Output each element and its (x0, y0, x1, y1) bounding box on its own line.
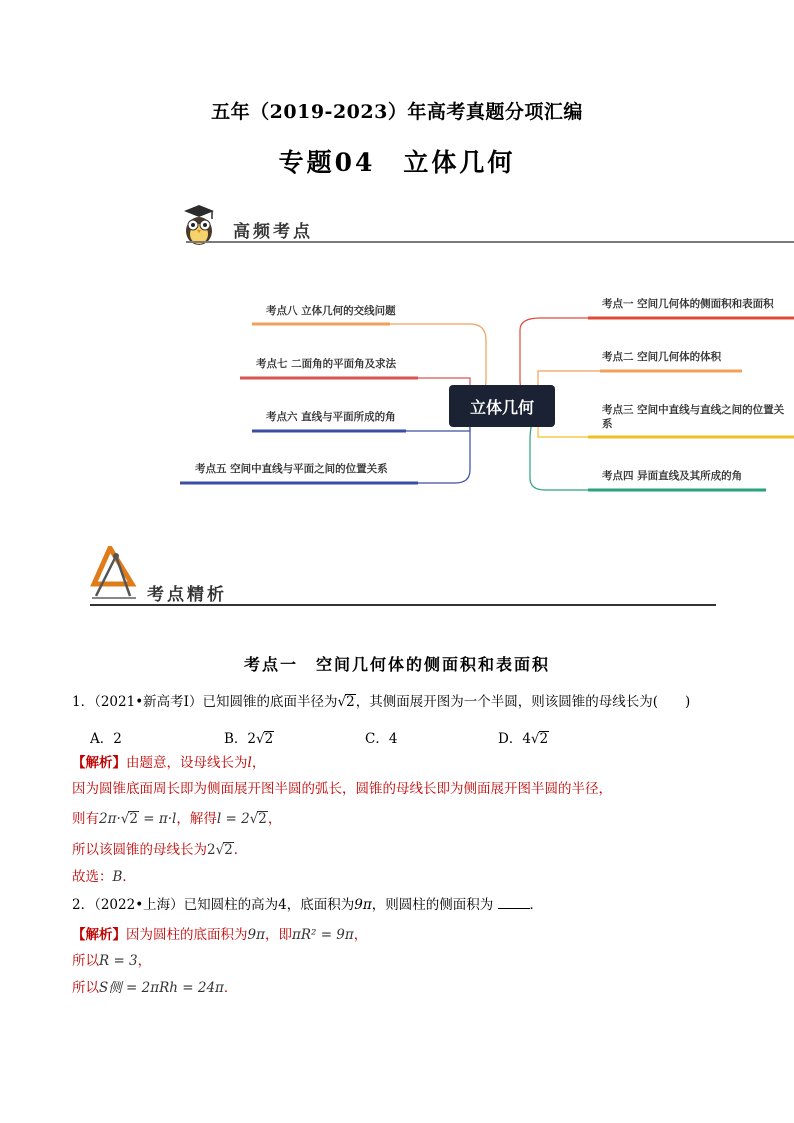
q1-sol3-result: l = 2 (216, 811, 250, 827)
q2-sol3-pre: 所以 (72, 980, 99, 996)
q1-sol1-end: ， (251, 755, 266, 771)
q2-sol2-value: R = 3 (99, 953, 138, 969)
q2-answer-blank[interactable] (498, 908, 530, 909)
q1-answer-label: 故选： (72, 869, 113, 885)
q2-stem-c: ，则圆柱的侧面积为 (371, 897, 494, 913)
q2-area: 9π (354, 897, 372, 913)
q1-sol3-mid: ，解得 (176, 811, 217, 827)
q2-stem (72, 895, 543, 915)
q2-stem-a: 已知圆柱的高为 (183, 897, 279, 913)
q2-number: 2． (72, 897, 95, 913)
q1-option-b-radical: 2 (264, 731, 274, 747)
q1-sol4-end: ． (233, 842, 248, 858)
section-heading: 考点一 空间几何体的侧面积和表面积 (243, 655, 550, 674)
q2-solution-line-2 (72, 951, 151, 971)
q1-sol3-end: ， (267, 811, 282, 827)
mindmap-node-left: 考点八 立体几何的交线问题 (266, 305, 396, 317)
q1-sol3-radical-2: 2 (258, 811, 267, 827)
mindmap-center-node: 立体几何 (449, 385, 555, 427)
q1-answer-end: ． (122, 869, 136, 885)
q1-stem: 1．（2021•新高考Ⅰ）已知圆锥的底面半径为√2，其侧面展开图为一个半圆，则该圆锥的母线长为( ) (72, 694, 691, 710)
document-title: 五年（2019-2023）年高考真题分项汇编 (211, 101, 583, 123)
q1-sol1-var: l (247, 755, 252, 771)
q2-sol2-end: ， (137, 953, 152, 969)
q1-sol4-pre: 所以该圆锥的母线长为 (72, 842, 207, 858)
analysis-tag: 【解析】 (72, 755, 126, 771)
q2-stem-b: ，底面积为 (286, 897, 355, 913)
q1-radical: 2 (346, 694, 355, 710)
q1-sol1-text: 由题意，设母线长为 (126, 755, 248, 771)
q2-source: （2022•上海） (94, 897, 184, 913)
q1-sol3-eq1: 2π· (99, 811, 121, 827)
mindmap-node-right: 考点四 异面直线及其所成的角 (602, 470, 743, 482)
q1-sol3-radical: 2 (129, 811, 138, 827)
q2-stem-end: ． (529, 897, 544, 913)
q2-sol2-pre: 所以 (72, 953, 99, 969)
q2-sol1-v2: πR² = 9π (291, 927, 354, 943)
q2-height: 4 (278, 897, 287, 913)
q1-option-d-radical: 2 (539, 731, 549, 747)
q1-solution-line-4: 所以该圆锥的母线长为2√2． (72, 842, 248, 858)
q1-number: 1． (72, 694, 95, 710)
q1-sol4-radical: 2 (224, 842, 233, 858)
mindmap-node-left: 考点七 二面角的平面角及求法 (256, 358, 397, 370)
banner-analysis-divider (90, 604, 716, 606)
mindmap-node-right: 考点一 空间几何体的侧面积和表面积 (602, 298, 774, 310)
q1-source: （2021•新高考Ⅰ） (94, 694, 203, 710)
q1-solution-line-2: 因为圆锥底面周长即为侧面展开图半圆的弧长，圆锥的母线长即为侧面展开图半圆的半径， (72, 781, 612, 797)
q2-solution-line-3 (72, 978, 237, 998)
q1-option-d-label: D．4 (498, 731, 531, 747)
q2-sol3-end: ． (223, 980, 238, 996)
q1-option-b-label: B．2 (224, 731, 257, 747)
mindmap-node-left: 考点五 空间中直线与平面之间的位置关系 (195, 463, 388, 475)
q1-option-c[interactable] (365, 727, 397, 747)
q2-solution-line-1 (72, 925, 367, 945)
document-subtitle: 专题04 立体几何 (278, 148, 516, 177)
q1-solution-line-1 (72, 753, 265, 773)
q2-sol3-value: S侧 = 2πRh = 24π (99, 980, 224, 996)
banner-analysis-title: 考点精析 (147, 585, 227, 605)
mindmap-node-right: 考点三 空间中直线与直线之间的位置关系 (602, 404, 785, 430)
q1-sol4-value: 2 (207, 842, 216, 858)
q1-answer-value: B (112, 869, 123, 885)
q1-sol3-pre: 则有 (72, 811, 99, 827)
q2-sol1-b: ，即 (264, 927, 292, 943)
q2-sol1-end: ， (353, 927, 368, 943)
q1-option-a-label: A．2 (90, 731, 122, 747)
q1-option-a[interactable] (90, 727, 122, 747)
banner-frequent-title: 高频考点 (233, 222, 313, 242)
q1-option-b[interactable]: B．2√2 (224, 731, 274, 747)
q2-sol1-v1: 9π (247, 927, 265, 943)
analysis-tag: 【解析】 (72, 927, 126, 943)
q1-option-c-label: C．4 (365, 731, 398, 747)
q1-stem-text-a: 已知圆锥的底面半径为 (202, 694, 338, 710)
banner-frequent-divider (186, 241, 794, 243)
mindmap-node-left: 考点六 直线与平面所成的角 (266, 411, 396, 423)
q2-sol1-a: 因为圆柱的底面积为 (126, 927, 248, 943)
ruler-compass-icon (90, 546, 140, 600)
q1-option-d[interactable]: D．4√2 (498, 731, 549, 747)
mindmap-node-right: 考点二 空间几何体的体积 (602, 351, 722, 363)
q1-stem-text-b: ，其侧面展开图为一个半圆，则该圆锥的母线长为( ) (355, 694, 691, 710)
q1-sol3-eq2: = π·l (138, 811, 177, 827)
q1-solution-line-3: 则有2π·√2 = π·l，解得l = 2√2， (72, 811, 282, 827)
q1-answer (72, 867, 136, 887)
